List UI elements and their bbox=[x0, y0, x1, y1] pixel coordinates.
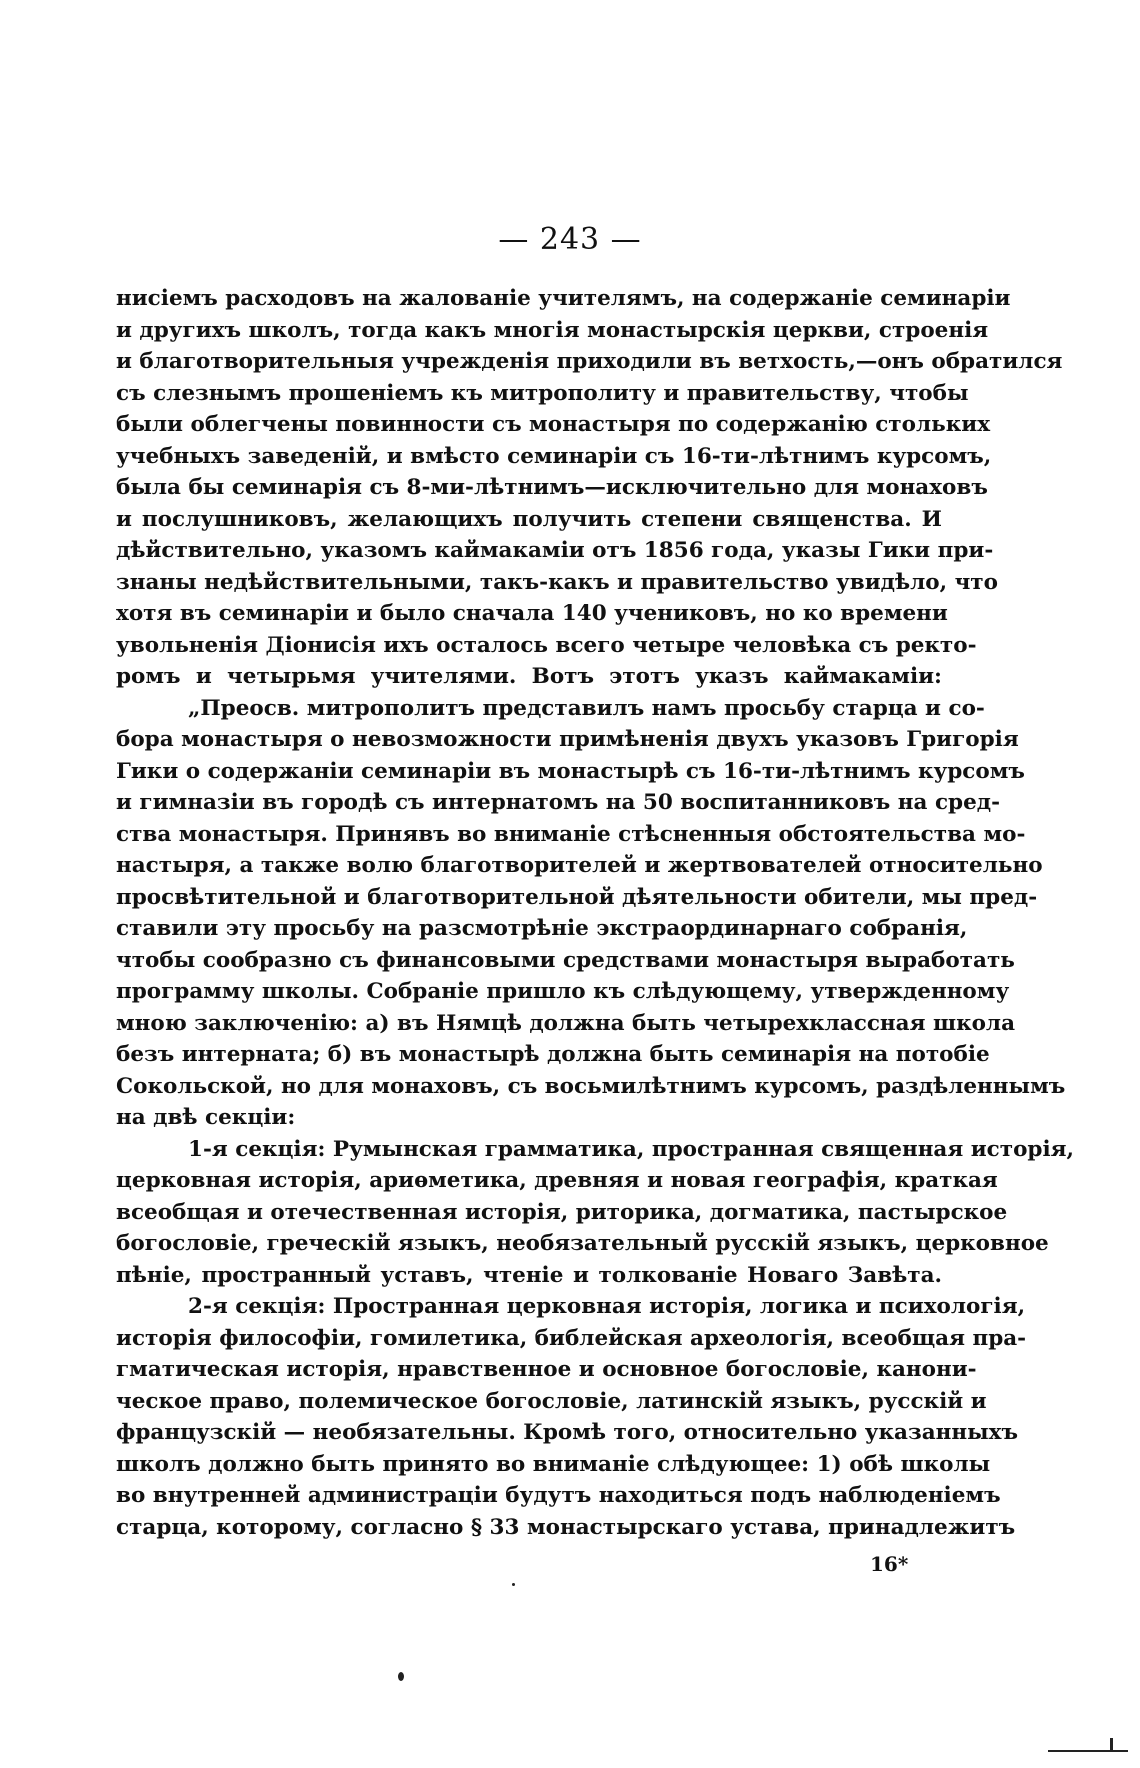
scan-edge-mark bbox=[1110, 1738, 1113, 1752]
text-line: пѣніе, пространный уставъ, чтеніе и толкованіе Новаго Завѣта. bbox=[116, 1262, 942, 1288]
text-line: Сокольской, но для монаховъ, съ восьмилѣтнимъ курсомъ, раздѣленнымъ bbox=[116, 1073, 1066, 1099]
text-line: увольненія Діонисія ихъ осталось всего четыре человѣка съ ректо- bbox=[116, 632, 977, 658]
text-line: на двѣ секціи: bbox=[116, 1105, 296, 1130]
text-line: богословіе, греческій языкъ, необязательный русскій языкъ, церковное bbox=[116, 1231, 1049, 1256]
text-line: старца, которому, согласно § 33 монастырскаго устава, принадлежитъ bbox=[116, 1514, 1016, 1540]
text-line: настыря, а также волю благотворителей и жертвователей относительно bbox=[116, 853, 1043, 878]
text-line: школъ должно быть принято во вниманіе слѣдующее: 1) обѣ школы bbox=[116, 1451, 991, 1477]
text-line: знаны недѣйствительными, такъ-какъ и правительство увидѣло, что bbox=[116, 569, 998, 595]
text-line: и другихъ школъ, тогда какъ многія монастырскія церкви, строенія bbox=[116, 317, 989, 343]
scan-edge-mark bbox=[1048, 1750, 1128, 1752]
text-line: бора монастыря о невозможности примѣненія двухъ указовъ Григорія bbox=[116, 727, 1019, 752]
text-line: исторія философіи, гомилетика, библейская археологія, всеобщая пра- bbox=[116, 1325, 1027, 1351]
text-line: церковная исторія, ариѳметика, древняя и новая географія, краткая bbox=[116, 1168, 998, 1193]
text-line: ромъ и четырьмя учителями. Вотъ этотъ указъ каймакаміи: bbox=[116, 664, 942, 689]
text-line: во внутренней администраціи будутъ находиться подъ наблюденіемъ bbox=[116, 1483, 1001, 1508]
printer-signature: 16* bbox=[870, 1552, 909, 1576]
text-line: съ слезнымъ прошеніемъ къ митрополиту и правительству, чтобы bbox=[116, 380, 969, 406]
text-line: Гики о содержаніи семинаріи въ монастырѣ съ 16-ти-лѣтнимъ курсомъ bbox=[116, 758, 1025, 784]
text-line: дѣйствительно, указомъ каймакаміи отъ 1856 года, указы Гики при- bbox=[116, 538, 994, 563]
text-line: ставили эту просьбу на разсмотрѣніе экстраординарнаго собранія, bbox=[116, 916, 968, 941]
text-line: безъ интерната; б) въ монастырѣ должна быть семинарія на потобіе bbox=[116, 1042, 990, 1067]
text-line: ческое право, полемическое богословіе, латинскій языкъ, русскій и bbox=[116, 1388, 987, 1414]
scan-speck bbox=[512, 1583, 515, 1586]
text-line: 1-я секція: Румынская грамматика, пространная священная исторія, bbox=[188, 1136, 1074, 1162]
text-line: и благотворительныя учрежденія приходили въ ветхость,—онъ обратился bbox=[116, 349, 1063, 374]
text-line: 2-я секція: Пространная церковная исторія, логика и психологія, bbox=[188, 1294, 1026, 1319]
text-line: ства монастыря. Принявъ во вниманіе стѣсненныя обстоятельства мо- bbox=[116, 821, 1026, 847]
text-line: мною заключенію: а) въ Нямцѣ должна быть четырехклассная школа bbox=[116, 1010, 1016, 1036]
text-line: французскій — необязательны. Кромѣ того, относительно указанныхъ bbox=[116, 1420, 1018, 1445]
text-line: и послушниковъ, желающихъ получить степени священства. И bbox=[116, 506, 942, 532]
text-line: всеобщая и отечественная исторія, риторика, догматика, пастырское bbox=[116, 1199, 1008, 1225]
text-line: учебныхъ заведеній, и вмѣсто семинаріи съ 16-ти-лѣтнимъ курсомъ, bbox=[116, 443, 992, 469]
text-line: были облегчены повинности съ монастыря по содержанію стольких bbox=[116, 412, 991, 437]
text-line: нисіемъ расходовъ на жалованіе учителямъ, на содержаніе семинаріи bbox=[116, 286, 1011, 311]
text-line: программу школы. Собраніе пришло къ слѣдующему, утвержденному bbox=[116, 979, 1010, 1004]
page-number: — 243 — bbox=[498, 222, 642, 257]
text-line: чтобы сообразно съ финансовыми средствами монастыря выработать bbox=[116, 947, 1015, 973]
text-line: и гимназіи въ городѣ съ интернатомъ на 50 воспитанниковъ на сред- bbox=[116, 790, 1000, 815]
text-line: „Преосв. митрополитъ представилъ намъ просьбу старца и со- bbox=[188, 695, 985, 721]
text-line: была бы семинарія съ 8-ми-лѣтнимъ—исключительно для монаховъ bbox=[116, 475, 988, 500]
text-line: хотя въ семинаріи и было сначала 140 учениковъ, но ко времени bbox=[116, 601, 948, 626]
scan-speck bbox=[398, 1672, 404, 1681]
body-text bbox=[116, 283, 1074, 1543]
text-line: просвѣтительной и благотворительной дѣятельности обители, мы пред- bbox=[116, 884, 1038, 910]
text-line: гматическая исторія, нравственное и основное богословіе, канони- bbox=[116, 1357, 977, 1382]
